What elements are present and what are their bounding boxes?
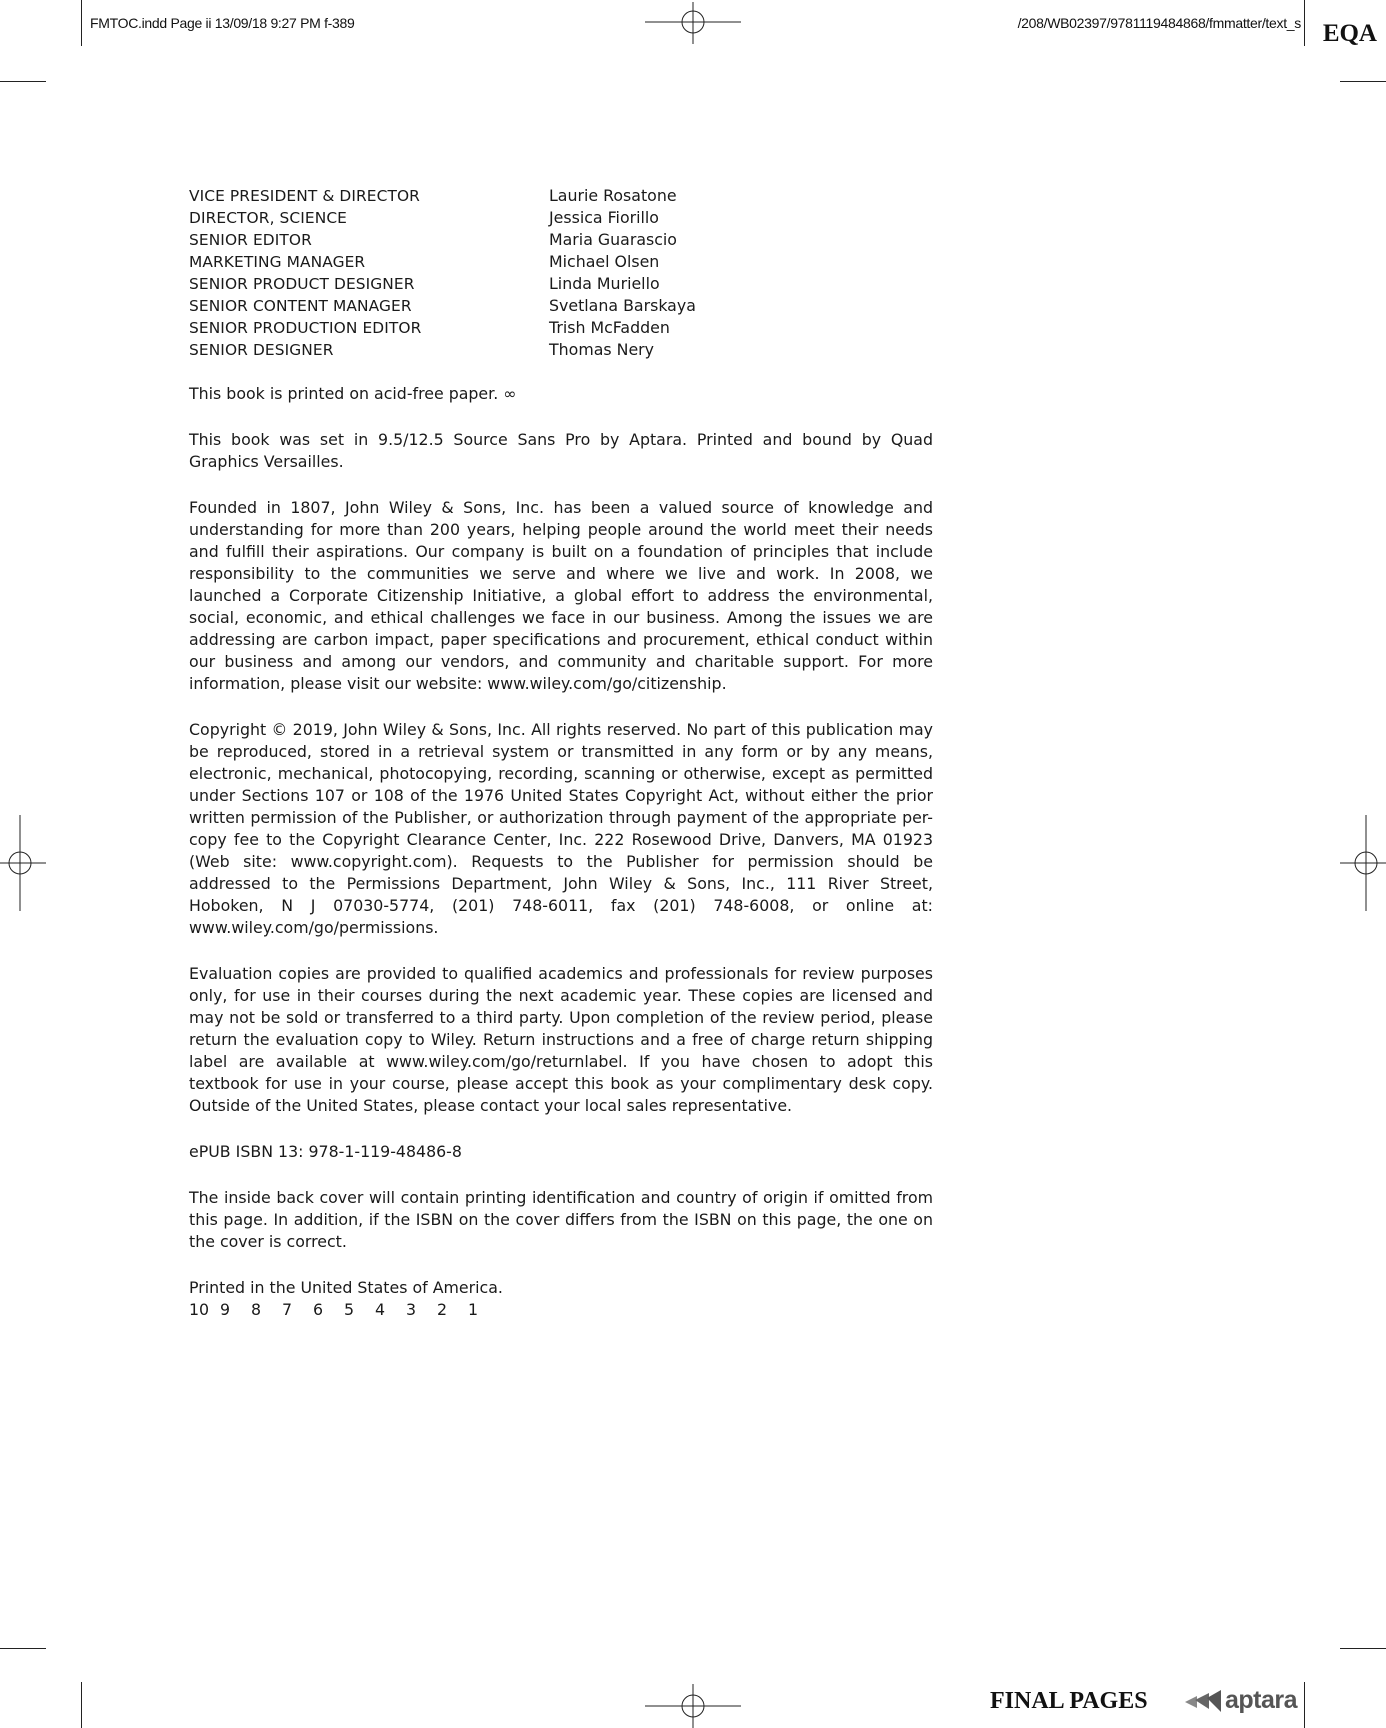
isbn-line: ePUB ISBN 13: 978-1-119-48486-8 [189,1142,462,1161]
credit-role: DIRECTOR, SCIENCE [189,209,348,227]
copyright-paragraph: Copyright © 2019, John Wiley & Sons, Inc. All rights reserved. No part of this publication may be reproduced, stored in a retrieval system or transmitted in any form or by any means, electronic, mechanical, photocopying, recording, scanning or otherwise, except as permitted under Sections 107 or 108 of the 1976 United States Copyright Act, without either the prior written permission of the Publisher, or authorization through payment of the appropriate per-copy fee to the Copyright Clearance Center, Inc. 222 Rosewood Drive, Danvers, MA 01923 (Web site: www.copyright.com). Requests to the Publisher for permission should be addressed to the Permissions Department, John Wiley & Sons, Inc., 111 River Street, Hoboken, N J 07030-5774, (201) 748-6011, fax (201) 748-6008, or online at: www.wiley.com/go/permissions. [189,720,933,937]
acid-free-notice: This book is printed on acid-free paper. ∞ [189,384,517,403]
credit-row [189,251,933,273]
credit-row [189,295,933,317]
credit-name: Linda Muriello [549,274,660,293]
print-number: 1 [468,1300,479,1319]
founded-paragraph: Founded in 1807, John Wiley & Sons, Inc. has been a valued source of knowledge and understanding for more than 200 years, helping people around the world meet their needs and fulfill their aspirations. Our company is built on a foundation of principles that include responsibility to the communities we serve and where we live and work. In 2008, we launched a Corporate Citizenship Initiative, a global effort to address the environmental, social, economic, and ethical challenges we face in our business. Among the issues we are addressing are carbon impact, paper specifications and procurement, ethical conduct within our business and among our vendors, and community and charitable support. For more information, please visit our website: www.wiley.com/go/citizenship. [189,498,933,693]
credit-name: Svetlana Barskaya [549,296,696,315]
credit-role: SENIOR PRODUCTION EDITOR [189,319,422,337]
print-number: 10 [189,1300,210,1319]
aptara-wordmark: aptara [1225,1686,1298,1714]
print-number: 4 [375,1300,386,1319]
credit-role: MARKETING MANAGER [189,253,366,271]
crop-mark-top-right-vertical [1304,0,1305,46]
print-line [189,1299,933,1321]
crop-mark-top-left-horizontal [0,81,46,82]
crop-mark-bottom-right-vertical [1304,1682,1305,1728]
print-number: 7 [282,1300,293,1319]
credit-row [189,339,933,361]
registration-mark-left-icon [0,815,46,911]
credit-role: SENIOR EDITOR [189,231,312,249]
credit-role: SENIOR PRODUCT DESIGNER [189,275,415,293]
credits-list [189,185,933,361]
registration-mark-right-icon [1340,815,1386,911]
credit-row [189,229,933,251]
crop-mark-top-right-horizontal [1340,81,1386,82]
slug-file-path: /208/WB02397/9781119484868/fmmatter/text_s [1017,15,1301,31]
credit-role: SENIOR CONTENT MANAGER [189,297,412,315]
credit-name: Trish McFadden [549,318,670,337]
credit-name: Laurie Rosatone [549,186,677,205]
registration-mark-top-icon [645,2,741,44]
evaluation-paragraph: Evaluation copies are provided to qualified academics and professionals for review purposes only, for use in their courses during the next academic year. These copies are licensed and may not be sold or transferred to a third party. Upon completion of the review period, please return the evaluation copy to Wiley. Return instructions and a free of charge return shipping label are available at www.wiley.com/go/returnlabel. If you have chosen to adopt this textbook for use in your course, please accept this book as your complimentary desk copy. Outside of the United States, please contact your local sales representative. [189,964,933,1115]
inside-cover-paragraph: The inside back cover will contain printing identification and country of origin if omitted from this page. In addition, if the ISBN on the cover differs from the ISBN on this page, the one on the cover is correct. [189,1188,933,1251]
credit-row [189,207,933,229]
crop-mark-bottom-left-horizontal [0,1648,46,1649]
print-number: 8 [251,1300,262,1319]
aptara-mark-icon [1185,1690,1221,1712]
print-number: 6 [313,1300,324,1319]
copyright-page-body [189,185,933,1321]
credit-name: Michael Olsen [549,252,660,271]
eqa-stamp: EQA [1322,20,1377,47]
print-number: 2 [437,1300,448,1319]
crop-mark-bottom-left-vertical [81,1682,82,1728]
credit-role: VICE PRESIDENT & DIRECTOR [189,187,420,205]
credit-role: SENIOR DESIGNER [189,341,334,359]
crop-mark-top-left-vertical [81,0,82,46]
credit-name: Thomas Nery [549,340,655,359]
crop-mark-bottom-right-horizontal [1340,1648,1386,1649]
credit-row [189,273,933,295]
typeset-notice: This book was set in 9.5/12.5 Source Sans Pro by Aptara. Printed and bound by Quad Graphics Versailles. [189,430,933,471]
aptara-logo [1185,1686,1297,1715]
credit-row [189,317,933,339]
print-number: 3 [406,1300,417,1319]
registration-mark-bottom-icon [645,1684,741,1728]
credit-row [189,185,933,207]
printed-in-line: Printed in the United States of America. [189,1278,503,1297]
print-number: 5 [344,1300,355,1319]
credit-name: Maria Guarascio [549,230,677,249]
final-pages-label: FINAL PAGES [990,1688,1148,1714]
print-number: 9 [220,1300,231,1319]
slug-file-info: FMTOC.indd Page ii 13/09/18 9:27 PM f-389 [90,15,355,31]
credit-name: Jessica Fiorillo [549,208,659,227]
